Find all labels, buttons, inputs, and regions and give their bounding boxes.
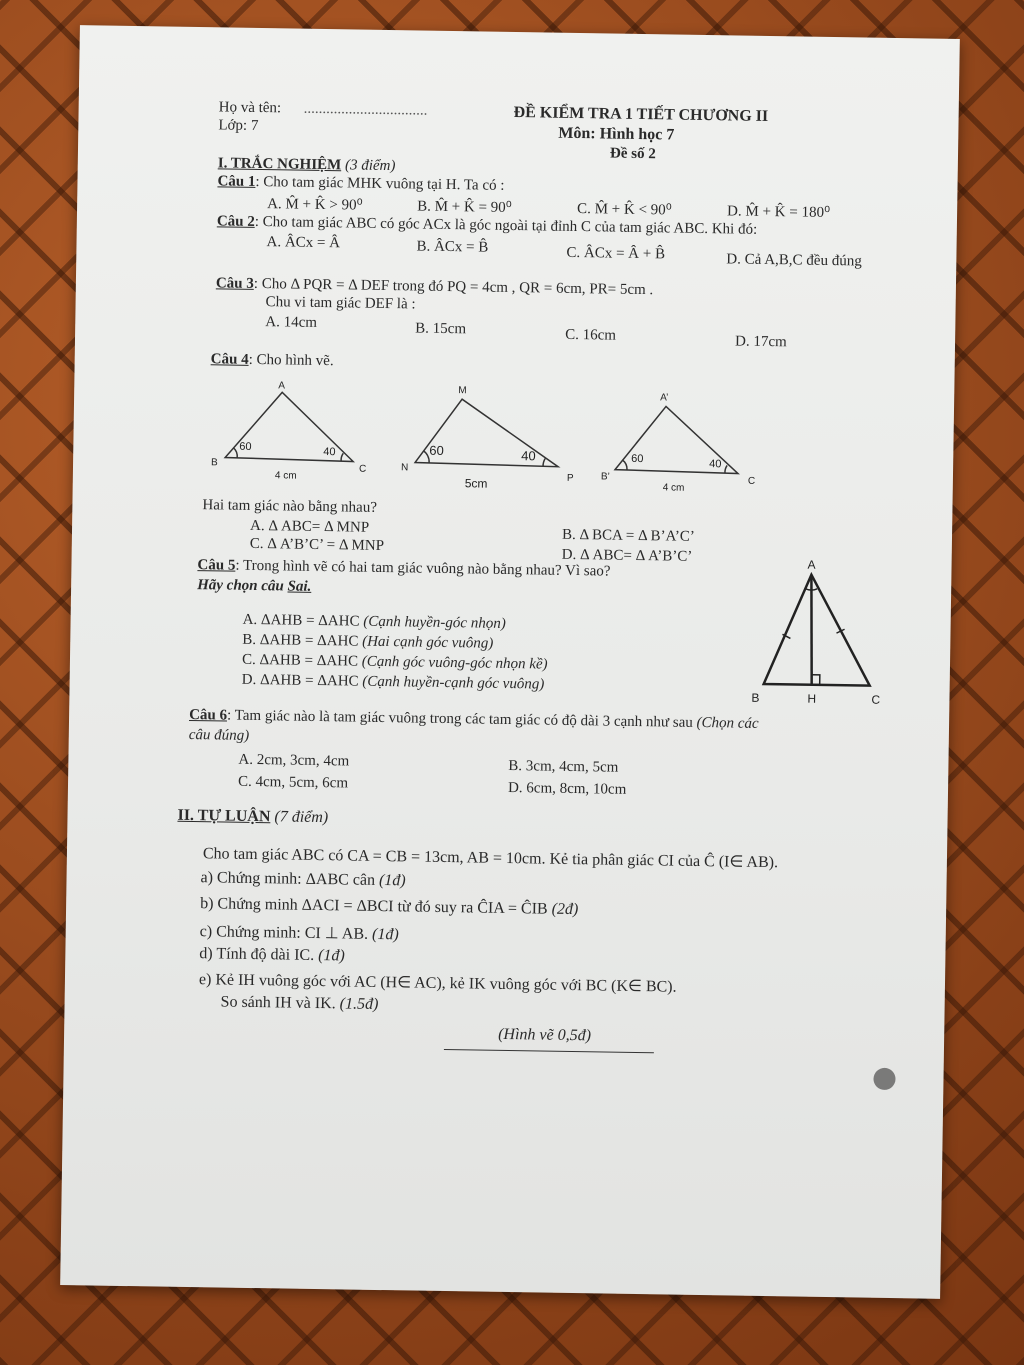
q6-option-b: B. 3cm, 4cm, 5cm	[508, 757, 619, 776]
exam-title: ĐỀ KIỂM TRA 1 TIẾT CHƯƠNG II	[513, 103, 769, 125]
q4-option-a: A. Δ ABC= Δ MNP	[249, 517, 370, 536]
q5-text: Câu 5: Trong hình vẽ có hai tam giác vuông nào bằng nhau? Vì sao?	[197, 557, 611, 580]
q1-option-a: A. M̂ + K̂ > 90⁰	[267, 196, 363, 214]
exam-paper	[60, 25, 960, 1299]
q4-figures	[203, 379, 845, 509]
q6-note: câu đúng)	[188, 726, 250, 744]
q4-option-c: C. Δ A’B’C’ = Δ MNP	[249, 535, 385, 555]
q2-text: Câu 2: Cho tam giác ABC có góc ACx là góc ngoài tại đỉnh C của tam giác ABC. Khi đó:	[216, 213, 758, 238]
q4-option-d: D. Δ ABC= Δ A’B’C’	[561, 546, 693, 565]
altitude-ah	[810, 575, 814, 685]
fig3-angle-right: 40	[709, 458, 722, 471]
part1-heading: I. TRẮC NGHIỆM (3 điểm)	[217, 155, 396, 175]
fig1-vertex-right: C	[358, 463, 367, 475]
q2-option-d: D. Cả A,B,C đều đúng	[726, 251, 862, 270]
q1-option-b: B. M̂ + K̂ = 90⁰	[417, 198, 512, 216]
q4-text: Câu 4: Cho hình vẽ.	[210, 351, 334, 370]
fig3-vertex-right: C	[747, 475, 756, 487]
name-label: Họ và tên:	[218, 99, 282, 117]
q2-option-c: C. ÂCx = Â + B̂	[566, 244, 666, 263]
q6-option-a: A. 2cm, 3cm, 4cm	[238, 751, 350, 770]
part2-item-a: a) Chứng minh: ΔABC cân (1đ)	[200, 869, 406, 890]
q2-option-b: B. ÂCx = B̂	[416, 238, 489, 256]
figure-score-note: (Hình vẽ 0,5đ)	[498, 1025, 592, 1045]
closing-rule	[444, 1049, 654, 1053]
q3-text2: Chu vi tam giác DEF là :	[265, 294, 416, 313]
q5-fig-vertex-b: B	[751, 690, 760, 705]
q1-option-c: C. M̂ + K̂ < 90⁰	[576, 200, 672, 219]
fig3-angle-left: 60	[631, 452, 644, 466]
q3-option-b: B. 15cm	[415, 320, 467, 338]
q1-text: Câu 1: Cho tam giác MHK vuông tại H. Ta có :	[217, 173, 505, 194]
q3-option-d: D. 17cm	[734, 333, 787, 351]
q4-question: Hai tam giác nào bằng nhau?	[202, 497, 378, 516]
q3-option-a: A. 14cm	[265, 314, 318, 331]
part2-item-e-line2: So sánh IH và IK. (1.5đ)	[220, 993, 379, 1013]
exam-subject: Môn: Hình học 7	[558, 124, 675, 144]
q3-option-c: C. 16cm	[565, 326, 617, 344]
q5-fig-vertex-c: C	[871, 692, 881, 707]
q5-fig-vertex-a: A	[807, 557, 816, 572]
part2-item-c: c) Chứng minh: CI ⊥ AB. (1đ)	[199, 923, 399, 944]
part2-heading: II. TỰ LUẬN (7 điểm)	[177, 806, 329, 827]
exam-number: Đề số 2	[609, 145, 656, 163]
fig2-angle-right: 40	[521, 448, 536, 464]
q5-option-a: A. ΔAHB = ΔAHC (Cạnh huyền-góc nhọn)	[242, 611, 506, 632]
ink-smudge	[873, 1068, 895, 1090]
name-dots: .................................	[303, 100, 428, 119]
class-label: Lớp: 7	[218, 117, 259, 134]
part2-item-b: b) Chứng minh ΔACI = ΔBCI từ đó suy ra ĈIA = ĈIB (2đ)	[200, 895, 579, 919]
q5-option-c: C. ΔAHB = ΔAHC (Cạnh góc vuông-góc nhọn kề)	[241, 651, 548, 673]
fig1-vertex-top: A	[278, 380, 286, 392]
fig2-vertex-left: N	[400, 462, 409, 474]
fig1-angle-right: 40	[323, 446, 336, 459]
q1-option-d: D. M̂ + K̂ = 180⁰	[726, 203, 831, 221]
q2-option-a: A. ÂCx = Â	[266, 234, 341, 252]
fig1-angle-left: 60	[239, 440, 252, 453]
q3-text: Câu 3: Cho Δ PQR = Δ DEF trong đó PQ = 4cm , QR = 6cm, PR= 5cm .	[215, 275, 654, 299]
q6-option-c: C. 4cm, 5cm, 6cm	[237, 773, 349, 792]
fig3-base: 4 cm	[662, 482, 685, 494]
fig1-vertex-left: B	[211, 457, 218, 469]
triangle-abc-isosceles	[764, 574, 872, 686]
fig2-vertex-right: P	[566, 472, 574, 484]
part2-intro: Cho tam giác ABC có CA = CB = 13cm, AB = 10cm. Kẻ tia phân giác CI của Ĉ (I∈ AB).	[202, 845, 779, 872]
q5-option-d: D. ΔAHB = ΔAHC (Cạnh huyền-cạnh góc vuông)	[241, 671, 545, 693]
q5-figure	[749, 556, 891, 708]
fig2-angle-left: 60	[429, 442, 444, 458]
q4-option-b: B. Δ BCA = Δ B’A’C’	[561, 526, 695, 545]
q5-option-b: B. ΔAHB = ΔAHC (Hai cạnh góc vuông)	[242, 631, 494, 652]
fig1-base: 4 cm	[274, 470, 297, 482]
fig2-vertex-top: M	[458, 385, 467, 397]
fig2-base: 5cm	[464, 476, 488, 491]
q6-text: Câu 6: Tam giác nào là tam giác vuông trong các tam giác có độ dài 3 cạnh như sau (Chọn các	[189, 706, 759, 732]
q5-instruction: Hãy chọn câu Sai.	[197, 577, 312, 595]
fig3-vertex-top: A’	[660, 392, 669, 404]
fig3-vertex-left: B’	[600, 471, 610, 483]
q6-option-d: D. 6cm, 8cm, 10cm	[507, 779, 627, 798]
q5-fig-vertex-h: H	[807, 691, 817, 706]
part2-item-e: e) Kẻ IH vuông góc với AC (H∈ AC), kẻ IK vuông góc với BC (K∈ BC).	[198, 971, 677, 996]
part2-item-d: d) Tính độ dài IC. (1đ)	[199, 945, 345, 965]
